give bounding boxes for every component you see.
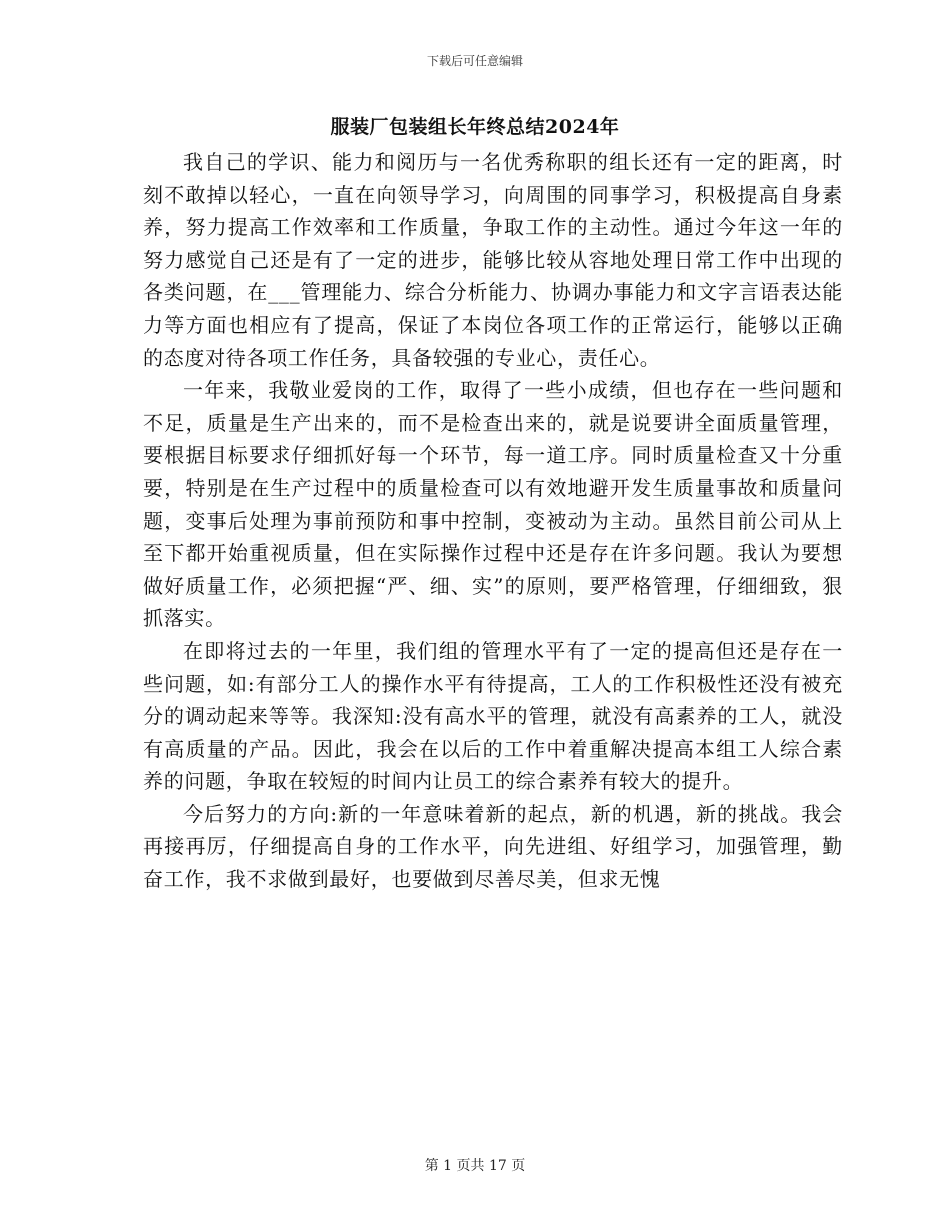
paragraph-3: 在即将过去的一年里，我们组的管理水平有了一定的提高但还是存在一些问题，如:有部分工人的操作水平有待提高，工人的工作积极性还没有被充分的调动起来等等。我深知:没有高水平的管理，就没有高素养的工人，就没有高质量的产品。因此，我会在以后的工作中着重解决提高本组工人综合素养的问题，争取在较短的时间内让员工的综合素养有较大的提升。 bbox=[143, 638, 843, 794]
header-note: 下载后可任意编辑 bbox=[426, 54, 523, 68]
document-body bbox=[143, 146, 843, 896]
paragraph-4: 今后努力的方向:新的一年意味着新的起点，新的机遇，新的挑战。我会再接再厉，仔细提高自身的工作水平，向先进组、好组学习，加强管理，勤奋工作，我不求做到最好，也要做到尽善尽美，但求无愧 bbox=[143, 801, 843, 892]
page-footer: 第 1 页共 17 页 bbox=[424, 1158, 526, 1174]
paragraph-1: 我自己的学识、能力和阅历与一名优秀称职的组长还有一定的距离，时刻不敢掉以轻心，一直在向领导学习，向周围的同事学习，积极提高自身素养，努力提高工作效率和工作质量，争取工作的主动性。通过今年这一年的努力感觉自己还是有了一定的进步，能够比较从容地处理日常工作中出现的各类问题，在___管理能力、综合分析能力、协调办事能力和文字言语表达能力等方面也相应有了提高，保证了本岗位各项工作的正常运行，能够以正确的态度对待各项工作任务，具备较强的专业心，责任心。 bbox=[143, 150, 843, 370]
paragraph-2: 一年来，我敬业爱岗的工作，取得了一些小成绩，但也存在一些问题和不足，质量是生产出来的，而不是检查出来的，就是说要讲全面质量管理，要根据目标要求仔细抓好每一个环节，每一道工序。同时质量检查又十分重要，特别是在生产过程中的质量检查可以有效地避开发生质量事故和质量问题，变事后处理为事前预防和事中控制，变被动为主动。虽然目前公司从上至下都开始重视质量，但在实际操作过程中还是存在许多问题。我认为要想做好质量工作，必须把握“严、细、实”的原则，要严格管理，仔细细致，狠抓落实。 bbox=[143, 378, 843, 631]
document-title: 服装厂包装组长年终总结2024年 bbox=[330, 116, 620, 138]
